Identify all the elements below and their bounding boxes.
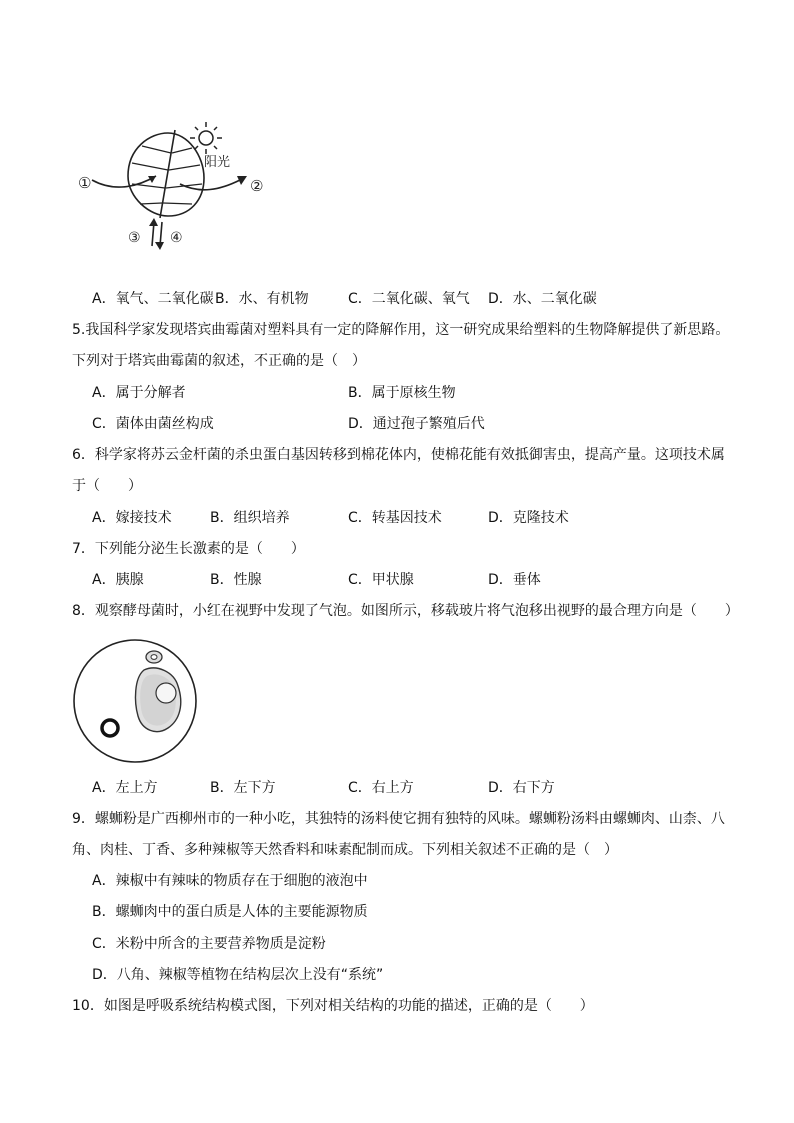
- q9-stem-line1: 9．螺蛳粉是广西柳州市的一种小吃，其独特的汤料使它拥有独特的风味。螺蛳粉汤料由螺蛳肉、山柰、八: [72, 811, 725, 827]
- q6-option-d: D．克隆技术: [488, 510, 569, 526]
- air-bubble: [102, 720, 118, 736]
- q9-option-d: D．八角、辣椒等植物在结构层次上没有“系统”: [92, 967, 384, 983]
- label-4: ④: [170, 230, 183, 246]
- q5-option-d: D．通过孢子繁殖后代: [348, 416, 485, 432]
- q4-option-d: D．水、二氧化碳: [488, 291, 597, 307]
- q6-stem-line1: 6．科学家将苏云金杆菌的杀虫蛋白基因转移到棉花体内，使棉花能有效抵御害虫，提高产量。这项技术属: [72, 447, 725, 463]
- q10-stem: 10．如图是呼吸系统结构模式图，下列对相关结构的功能的描述，正确的是（ ）: [72, 998, 594, 1014]
- q8-option-c: C．右上方: [348, 780, 414, 796]
- label-3: ③: [128, 230, 141, 246]
- q7-option-a: A．胰腺: [92, 572, 144, 588]
- label-2: ②: [250, 177, 264, 195]
- q7-option-c: C．甲状腺: [348, 572, 414, 588]
- label-1: ①: [78, 174, 92, 192]
- q5-stem-line1: 5.我国科学家发现塔宾曲霉菌对塑料具有一定的降解作用，这一研究成果给塑料的生物降解提供了新思路。: [72, 322, 730, 338]
- q8-option-b: B．左下方: [210, 780, 276, 796]
- q9-option-c: C．米粉中所含的主要营养物质是淀粉: [92, 936, 326, 952]
- leaf-diagram: [70, 118, 280, 253]
- q6-stem-line2: 于（ ）: [72, 478, 142, 494]
- q4-option-a: A．氧气、二氧化碳: [92, 291, 214, 307]
- q8-option-d: D．右下方: [488, 780, 555, 796]
- q8-option-a: A．左上方: [92, 780, 158, 796]
- q4-option-c: C．二氧化碳、氧气: [348, 291, 470, 307]
- q9-option-a: A．辣椒中有辣味的物质存在于细胞的液泡中: [92, 873, 368, 889]
- sun-label: 阳光: [204, 155, 231, 170]
- q8-stem: 8．观察酵母菌时，小红在视野中发现了气泡。如图所示，移载玻片将气泡移出视野的最合理方向是（ ）: [72, 603, 739, 619]
- q6-option-c: C．转基因技术: [348, 510, 442, 526]
- q6-option-b: B．组织培养: [210, 510, 290, 526]
- q9-option-b: B．螺蛳肉中的蛋白质是人体的主要能源物质: [92, 904, 368, 920]
- q7-stem: 7．下列能分泌生长激素的是（ ）: [72, 541, 305, 557]
- q7-option-d: D．垂体: [488, 572, 541, 588]
- q5-option-b: B．属于原核生物: [348, 385, 456, 401]
- microscope-view-diagram: [72, 638, 200, 766]
- q6-option-a: A．嫁接技术: [92, 510, 172, 526]
- q5-option-a: A．属于分解者: [92, 385, 186, 401]
- q4-option-b: B．水、有机物: [215, 291, 309, 307]
- q9-stem-line2: 角、肉桂、丁香、多种辣椒等天然香料和味素配制而成。下列相关叙述不正确的是（ ）: [72, 842, 618, 858]
- q7-option-b: B．性腺: [210, 572, 262, 588]
- q5-option-c: C．菌体由菌丝构成: [92, 416, 214, 432]
- q5-stem-line2: 下列对于塔宾曲霉菌的叙述，不正确的是（ ）: [72, 353, 366, 369]
